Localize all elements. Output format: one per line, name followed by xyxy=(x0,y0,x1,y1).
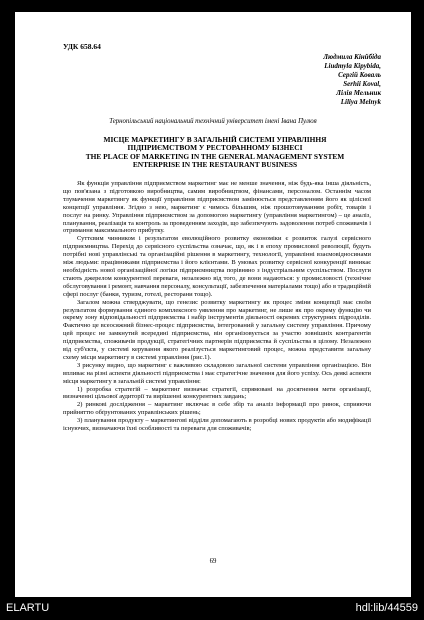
author-line: Сергій Коваль xyxy=(338,71,381,79)
title-line: ПІДПРИЄМСТВОМ У РЕСТОРАННОМУ БІЗНЕСІ xyxy=(127,143,303,153)
author-line: Людмила Кінйбіда xyxy=(323,53,381,61)
list-item: 2) ринкові дослідження – маркетинг включає в себе збір та аналіз інформації про ринок, сприяючи прийняттю обґрунтованих управлінських рішень; xyxy=(63,401,371,417)
author-line: Liudmyla Kipybida, xyxy=(324,62,381,70)
author-line: Лілія Мельник xyxy=(336,89,381,97)
author-list xyxy=(323,53,381,107)
paragraph: Загалом можна стверджувати, що генезис розвитку маркетингу як процес зміни концепції має своїм результатом формування єдиного комплексного уявлення про маркетинг, не лише як про окрему функцію чи окрему зону відповідальності підприємства і набір інструментів діяльності окремих структурних підрозділів. Фактично це всеосяжний бізнес-процес підприємства, інтегрований у загальну систему управління. Причому цей процес не замкнутий всередині підприємства, він організовується за участю зовнішніх контрагентів підприємства, споживачів продукції, стратегічних партнерів підприємства й суспільства в цілому. Незалежно від суб'єкта, у системі керування якого реалізується маркетинговий процес, можна представити загальну схему місця маркетингу в системі управління (рис.1). xyxy=(63,298,371,361)
author-line: Liliya Melnyk xyxy=(340,98,381,106)
title-line: THE PLACE OF MARKETING IN THE GENERAL MANAGEMENT SYSTEM xyxy=(85,151,345,161)
repository-label: ELARTU xyxy=(6,602,50,614)
paper-title xyxy=(41,136,389,170)
list-item: 1) розробка стратегій – маркетинг визначає стратегії, спрямовані на досягнення мети організації, визначенні цільової аудиторії та вирішенні конкурентних завдань; xyxy=(63,385,371,401)
handle-label: hdl:lib/44559 xyxy=(355,602,418,614)
paragraph: З рисунку видно, що маркетинг є важливою складовою загальної системи управління організацією. Він впливає на різні аспекти діяльності підприємства і має стратегічне значення для його успіху. Ось деякі аспекти місця маркетингу в загальній системі управління: xyxy=(63,361,371,385)
udc-code: УДК 658.64 xyxy=(63,42,101,51)
affiliation: Тернопільський національний технічний університет імені Івана Пулюя xyxy=(109,118,317,125)
list-item: 3) планування продукту – маркетингові відділи допомагають в розробці нових продуктів або модифікації існуючих, визначаючи їхні особливості та переваги для споживачів; xyxy=(63,417,371,433)
author-line: Serhii Koval, xyxy=(343,80,381,88)
paper-page xyxy=(15,12,411,597)
body-text xyxy=(63,180,371,433)
paragraph: Як функція управління підприємством маркетинг має не менше значення, ніж будь-яка інша діяльність, що пов'язана з підготовкою виробництва, самим виробництвом, фінансами, персоналом. Останнім часом тлумачення маркетингу як функції управління підприємством замінюється представленням його як цілісної концепції управління. Згідно з нею, маркетинг є чимось більшим, ніж прошотовуванням робіт, товарів і послуг на ринку. Управління підприємством за допомогою маркетингу (управління маркетингом) – це аналіз, планування, реалізація та контроль за проведенням заходів, що забезпечують задоволення потреб споживачів і отримання максимального прибутку. xyxy=(63,180,371,235)
paragraph: Суттєвим чинником і результатом еволюційного розвитку економіки є розвиток галузі сервісного підприємництва. Перехід до сервісного суспільства означає, що, як і в епоху промислової революції, будуть потрібні нові управлінські та організаційні рішення в маркетингу, технології, управлінні взаємовідносинами між людьми: працівниками підприємства і його клієнтами. В умовах розвитку сервісної конкуренції виникає необхідність нової організаційної логіки підприємництва порівняно з індустріальним суспільством. Послуги стають джерелом конкурентної переваги, незалежно від того, де вони надаються: у промисловості (технічне обслуговування і ремонт, навчання персоналу, консультації, забезпечення матеріалами тощо) або в традиційній сфері послуг (банки, туризм, готелі, ресторани тощо). xyxy=(63,235,372,298)
page-number: 69 xyxy=(209,558,217,565)
title-line: МІСЦЕ МАРКЕТИНГУ В ЗАГАЛЬНІЙ СИСТЕМІ УПРАВЛІННЯ xyxy=(103,135,327,144)
title-line: ENTERPRISE IN THE RESTAURANT BUSINESS xyxy=(132,160,298,170)
